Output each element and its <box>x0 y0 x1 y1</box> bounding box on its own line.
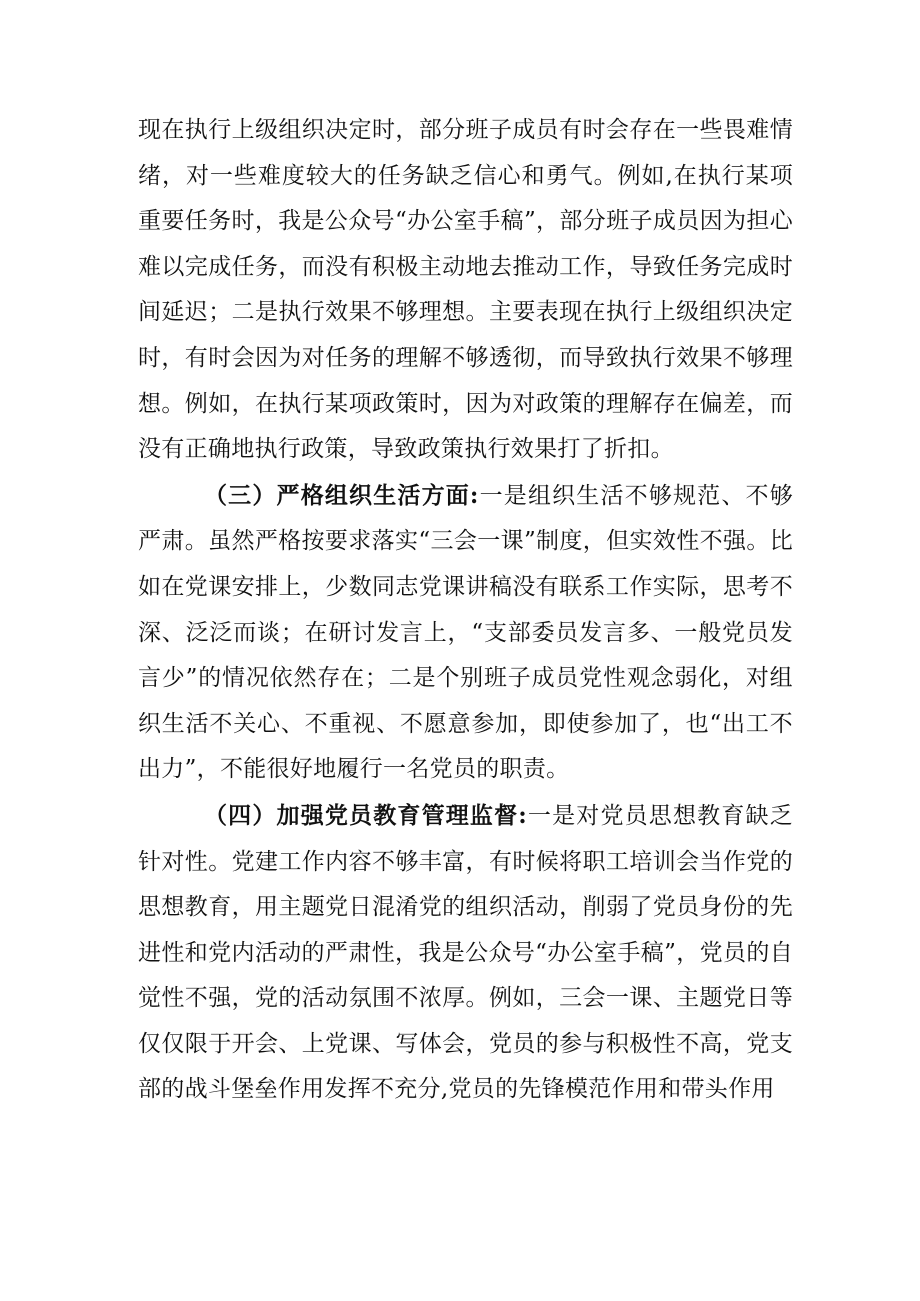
paragraph-continuation <box>138 108 793 473</box>
section-heading-member-education: （四）加强党员教育管理监督: <box>204 801 528 829</box>
paragraph-text: 现在执行上级组织决定时，部分班子成员有时会存在一些畏难情绪，对一些难度较大的任务缺乏信心和勇气。例如,在执行某项重要任务时，我是公众号“办公室手稿”，部分班子成员因为担心难以完成任务，而没有积极主动地去推动工作，导致任务完成时间延迟；二是执行效果不够理想。主要表现在执行上级组织决定时，有时会因为对任务的理解不够透彻，而导致执行效果不够理想。例如，在执行某项政策时，因为对政策的理解存在偏差，而没有正确地执行政策，导致政策执行效果打了折扣。 <box>138 117 793 463</box>
section-heading-organization-life: （三）严格组织生活方面: <box>204 481 479 509</box>
paragraph-member-education <box>138 793 793 1113</box>
paragraph-text: 一是组织生活不够规范、不够严肃。虽然严格按要求落实“三会一课”制度，但实效性不强。比如在党课安排上，少数同志党课讲稿没有联系工作实际，思考不深、泛泛而谈；在研讨发言上，“支部委员发言多、一般党员发言少”的情况依然存在；二是个别班子成员党性观念弱化，对组织生活不关心、不重视、不愿意参加，即使参加了，也“出工不出力”，不能很好地履行一名党员的职责。 <box>138 482 793 783</box>
paragraph-text: 一是对党员思想教育缺乏针对性。党建工作内容不够丰富，有时候将职工培训会当作党的思想教育，用主题党日混淆党的组织活动，削弱了党员身份的先进性和党内活动的严肃性，我是公众号“办公室手稿”，党员的自觉性不强，党的活动氛围不浓厚。例如，三会一课、主题党日等仅仅限于开会、上党课、写体会，党员的参与积极性不高，党支部的战斗堡垒作用发挥不充分,党员的先锋模范作用和带头作用 <box>138 802 793 1103</box>
document-body <box>138 108 793 1113</box>
paragraph-organization-life <box>138 473 793 793</box>
